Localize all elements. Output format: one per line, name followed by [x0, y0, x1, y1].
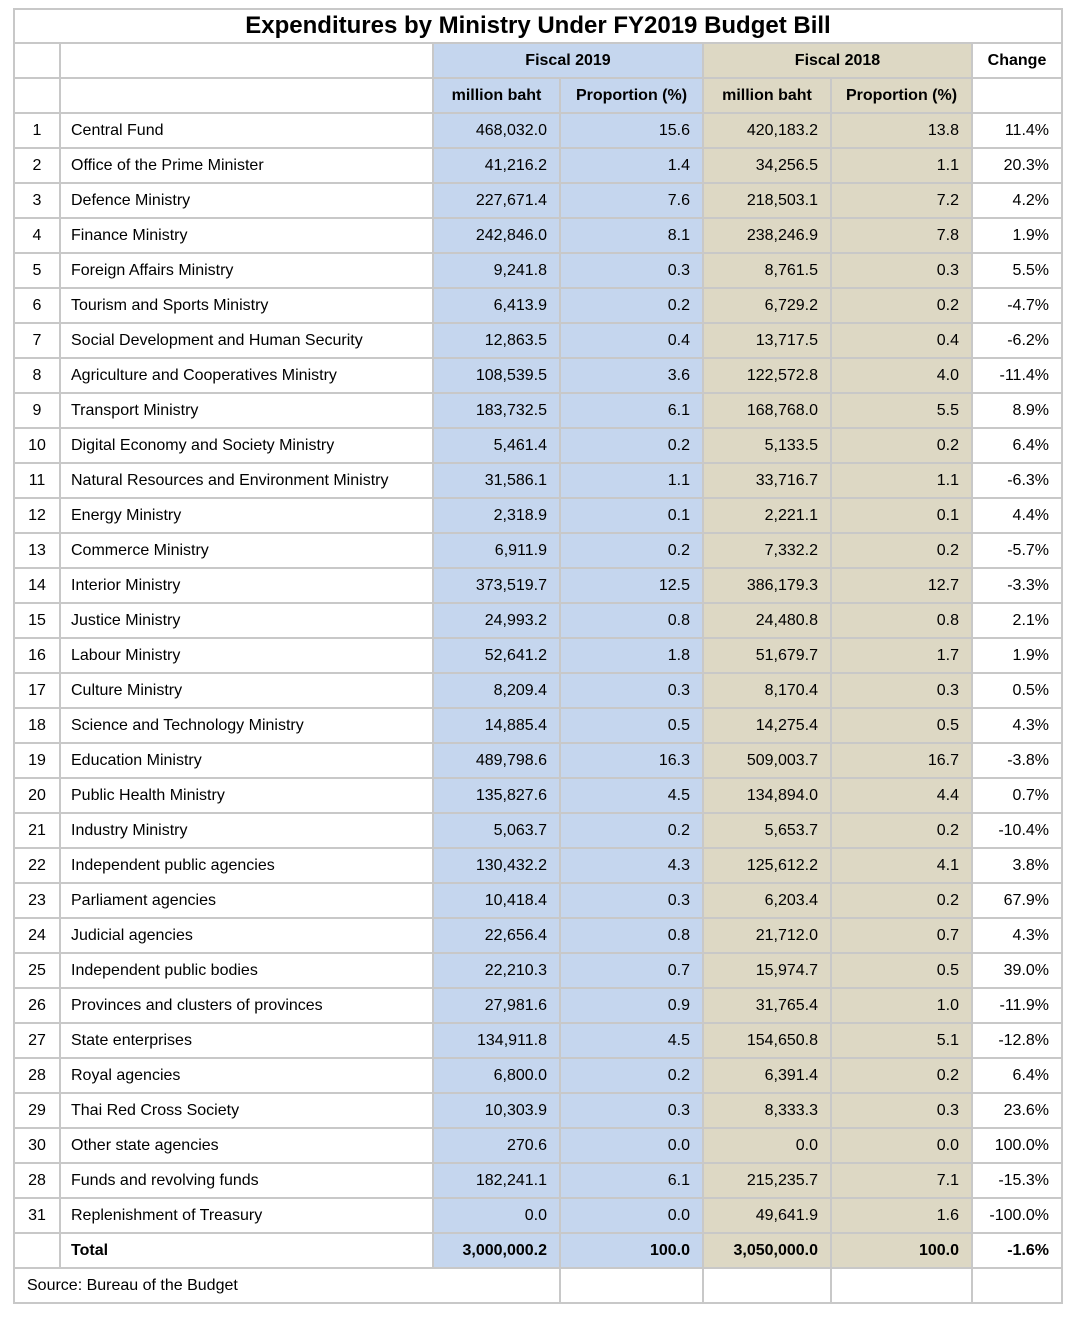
ministry-name: Other state agencies	[60, 1128, 433, 1163]
table-row	[14, 218, 1062, 253]
change-value: -5.7%	[972, 533, 1062, 568]
amount-2018: 8,170.4	[703, 673, 831, 708]
proportion-2018: 0.2	[831, 883, 972, 918]
proportion-2018: 0.1	[831, 498, 972, 533]
ministry-name: Replenishment of Treasury	[60, 1198, 433, 1233]
amount-2019: 242,846.0	[433, 218, 560, 253]
amount-2019: 52,641.2	[433, 638, 560, 673]
table-row	[14, 568, 1062, 603]
table-row	[14, 428, 1062, 463]
ministry-name: Commerce Ministry	[60, 533, 433, 568]
amount-2019: 10,303.9	[433, 1093, 560, 1128]
ministry-name: Natural Resources and Environment Ministry	[60, 463, 433, 498]
proportion-2019: 0.3	[560, 253, 703, 288]
header-row-1	[14, 43, 1062, 78]
amount-2018: 8,333.3	[703, 1093, 831, 1128]
amount-2018: 15,974.7	[703, 953, 831, 988]
source-note: Source: Bureau of the Budget	[14, 1268, 560, 1303]
proportion-2019: 7.6	[560, 183, 703, 218]
proportion-2019: 4.5	[560, 778, 703, 813]
table-row	[14, 498, 1062, 533]
row-number: 20	[14, 778, 60, 813]
amount-2018: 134,894.0	[703, 778, 831, 813]
amount-2018: 5,133.5	[703, 428, 831, 463]
proportion-2019: 0.8	[560, 603, 703, 638]
header-fiscal-2018: Fiscal 2018	[703, 43, 972, 78]
amount-2018: 8,761.5	[703, 253, 831, 288]
row-number: 4	[14, 218, 60, 253]
proportion-2018: 13.8	[831, 113, 972, 148]
proportion-2019: 0.3	[560, 883, 703, 918]
change-value: 4.3%	[972, 918, 1062, 953]
change-value: 4.3%	[972, 708, 1062, 743]
table-row	[14, 463, 1062, 498]
amount-2018: 6,203.4	[703, 883, 831, 918]
change-value: 0.5%	[972, 673, 1062, 708]
row-number: 25	[14, 953, 60, 988]
amount-2019: 489,798.6	[433, 743, 560, 778]
table-row	[14, 988, 1062, 1023]
row-number: 2	[14, 148, 60, 183]
change-value: -100.0%	[972, 1198, 1062, 1233]
ministry-name: Transport Ministry	[60, 393, 433, 428]
amount-2019: 9,241.8	[433, 253, 560, 288]
change-value: 39.0%	[972, 953, 1062, 988]
header-blank-no	[14, 43, 60, 78]
ministry-name: Public Health Ministry	[60, 778, 433, 813]
header-blank-change	[972, 78, 1062, 113]
amount-2019: 373,519.7	[433, 568, 560, 603]
row-number: 5	[14, 253, 60, 288]
ministry-name: Parliament agencies	[60, 883, 433, 918]
proportion-2019: 0.5	[560, 708, 703, 743]
header-blank-name	[60, 43, 433, 78]
amount-2018: 218,503.1	[703, 183, 831, 218]
change-value: 6.4%	[972, 1058, 1062, 1093]
proportion-2019: 1.4	[560, 148, 703, 183]
proportion-2018: 0.3	[831, 1093, 972, 1128]
total-proportion-2019: 100.0	[560, 1233, 703, 1268]
amount-2019: 31,586.1	[433, 463, 560, 498]
proportion-2019: 0.3	[560, 673, 703, 708]
proportion-2019: 8.1	[560, 218, 703, 253]
source-blank-a	[560, 1268, 703, 1303]
ministry-name: Funds and revolving funds	[60, 1163, 433, 1198]
table-row	[14, 813, 1062, 848]
proportion-2019: 0.3	[560, 1093, 703, 1128]
total-amount-2018: 3,050,000.0	[703, 1233, 831, 1268]
ministry-name: Central Fund	[60, 113, 433, 148]
header-change: Change	[972, 43, 1062, 78]
amount-2019: 10,418.4	[433, 883, 560, 918]
total-blank-no	[14, 1233, 60, 1268]
table-row	[14, 918, 1062, 953]
ministry-name: Independent public bodies	[60, 953, 433, 988]
amount-2019: 14,885.4	[433, 708, 560, 743]
change-value: 67.9%	[972, 883, 1062, 918]
amount-2019: 6,911.9	[433, 533, 560, 568]
amount-2019: 468,032.0	[433, 113, 560, 148]
proportion-2018: 16.7	[831, 743, 972, 778]
amount-2019: 41,216.2	[433, 148, 560, 183]
proportion-2018: 1.1	[831, 148, 972, 183]
proportion-2019: 6.1	[560, 393, 703, 428]
change-value: -4.7%	[972, 288, 1062, 323]
row-number: 23	[14, 883, 60, 918]
header-million-baht-2019: million baht	[433, 78, 560, 113]
proportion-2018: 7.2	[831, 183, 972, 218]
row-number: 17	[14, 673, 60, 708]
row-number: 19	[14, 743, 60, 778]
proportion-2018: 0.2	[831, 813, 972, 848]
ministry-name: Thai Red Cross Society	[60, 1093, 433, 1128]
amount-2018: 7,332.2	[703, 533, 831, 568]
table-row	[14, 1023, 1062, 1058]
proportion-2019: 0.2	[560, 428, 703, 463]
ministry-name: Foreign Affairs Ministry	[60, 253, 433, 288]
amount-2018: 509,003.7	[703, 743, 831, 778]
proportion-2019: 0.7	[560, 953, 703, 988]
amount-2018: 0.0	[703, 1128, 831, 1163]
header-row-2	[14, 78, 1062, 113]
change-value: -12.8%	[972, 1023, 1062, 1058]
amount-2018: 386,179.3	[703, 568, 831, 603]
proportion-2018: 1.0	[831, 988, 972, 1023]
table-row	[14, 253, 1062, 288]
amount-2018: 49,641.9	[703, 1198, 831, 1233]
table-row	[14, 1128, 1062, 1163]
table-row	[14, 1163, 1062, 1198]
proportion-2019: 6.1	[560, 1163, 703, 1198]
amount-2018: 168,768.0	[703, 393, 831, 428]
proportion-2019: 16.3	[560, 743, 703, 778]
row-number: 24	[14, 918, 60, 953]
row-number: 7	[14, 323, 60, 358]
proportion-2018: 1.1	[831, 463, 972, 498]
proportion-2018: 0.2	[831, 288, 972, 323]
ministry-name: Defence Ministry	[60, 183, 433, 218]
proportion-2018: 4.4	[831, 778, 972, 813]
amount-2018: 34,256.5	[703, 148, 831, 183]
row-number: 21	[14, 813, 60, 848]
table-row	[14, 183, 1062, 218]
header-proportion-2019: Proportion (%)	[560, 78, 703, 113]
ministry-name: Education Ministry	[60, 743, 433, 778]
table-row	[14, 778, 1062, 813]
ministry-name: Agriculture and Cooperatives Ministry	[60, 358, 433, 393]
amount-2018: 51,679.7	[703, 638, 831, 673]
total-row	[14, 1233, 1062, 1268]
change-value: 100.0%	[972, 1128, 1062, 1163]
table-row	[14, 1198, 1062, 1233]
table-row	[14, 708, 1062, 743]
row-number: 15	[14, 603, 60, 638]
proportion-2019: 0.9	[560, 988, 703, 1023]
amount-2019: 2,318.9	[433, 498, 560, 533]
change-value: -6.3%	[972, 463, 1062, 498]
table-row	[14, 148, 1062, 183]
ministry-name: Labour Ministry	[60, 638, 433, 673]
amount-2018: 2,221.1	[703, 498, 831, 533]
row-number: 22	[14, 848, 60, 883]
proportion-2019: 0.4	[560, 323, 703, 358]
ministry-name: Provinces and clusters of provinces	[60, 988, 433, 1023]
row-number: 1	[14, 113, 60, 148]
ministry-name: Justice Ministry	[60, 603, 433, 638]
change-value: 8.9%	[972, 393, 1062, 428]
change-value: 4.2%	[972, 183, 1062, 218]
amount-2019: 22,210.3	[433, 953, 560, 988]
row-number: 8	[14, 358, 60, 393]
amount-2018: 6,391.4	[703, 1058, 831, 1093]
proportion-2018: 0.7	[831, 918, 972, 953]
amount-2019: 130,432.2	[433, 848, 560, 883]
title-row	[14, 9, 1062, 43]
header-fiscal-2019: Fiscal 2019	[433, 43, 703, 78]
table-row	[14, 1058, 1062, 1093]
proportion-2018: 1.6	[831, 1198, 972, 1233]
amount-2018: 154,650.8	[703, 1023, 831, 1058]
proportion-2019: 0.2	[560, 288, 703, 323]
amount-2018: 122,572.8	[703, 358, 831, 393]
table-row	[14, 1093, 1062, 1128]
change-value: 20.3%	[972, 148, 1062, 183]
table-row	[14, 883, 1062, 918]
amount-2019: 183,732.5	[433, 393, 560, 428]
amount-2018: 125,612.2	[703, 848, 831, 883]
row-number: 10	[14, 428, 60, 463]
proportion-2019: 0.8	[560, 918, 703, 953]
row-number: 30	[14, 1128, 60, 1163]
ministry-name: Office of the Prime Minister	[60, 148, 433, 183]
amount-2018: 13,717.5	[703, 323, 831, 358]
proportion-2018: 0.8	[831, 603, 972, 638]
row-number: 9	[14, 393, 60, 428]
change-value: 11.4%	[972, 113, 1062, 148]
amount-2018: 6,729.2	[703, 288, 831, 323]
row-number: 16	[14, 638, 60, 673]
table-row	[14, 603, 1062, 638]
change-value: 3.8%	[972, 848, 1062, 883]
proportion-2018: 0.3	[831, 253, 972, 288]
amount-2018: 33,716.7	[703, 463, 831, 498]
ministry-name: Industry Ministry	[60, 813, 433, 848]
proportion-2018: 1.7	[831, 638, 972, 673]
ministry-name: State enterprises	[60, 1023, 433, 1058]
table-row	[14, 953, 1062, 988]
amount-2018: 238,246.9	[703, 218, 831, 253]
amount-2019: 227,671.4	[433, 183, 560, 218]
ministry-name: Culture Ministry	[60, 673, 433, 708]
change-value: 1.9%	[972, 638, 1062, 673]
change-value: 1.9%	[972, 218, 1062, 253]
amount-2018: 31,765.4	[703, 988, 831, 1023]
amount-2019: 0.0	[433, 1198, 560, 1233]
amount-2019: 108,539.5	[433, 358, 560, 393]
proportion-2019: 0.0	[560, 1128, 703, 1163]
change-value: -15.3%	[972, 1163, 1062, 1198]
amount-2019: 182,241.1	[433, 1163, 560, 1198]
change-value: -11.9%	[972, 988, 1062, 1023]
source-blank-c	[831, 1268, 972, 1303]
source-blank-b	[703, 1268, 831, 1303]
change-value: -11.4%	[972, 358, 1062, 393]
proportion-2018: 4.1	[831, 848, 972, 883]
proportion-2019: 1.8	[560, 638, 703, 673]
table-row	[14, 848, 1062, 883]
row-number: 31	[14, 1198, 60, 1233]
row-number: 29	[14, 1093, 60, 1128]
ministry-name: Digital Economy and Society Ministry	[60, 428, 433, 463]
total-change: -1.6%	[972, 1233, 1062, 1268]
proportion-2018: 0.3	[831, 673, 972, 708]
table-row	[14, 393, 1062, 428]
change-value: 23.6%	[972, 1093, 1062, 1128]
proportion-2019: 0.2	[560, 1058, 703, 1093]
table-row	[14, 358, 1062, 393]
amount-2019: 24,993.2	[433, 603, 560, 638]
amount-2019: 5,063.7	[433, 813, 560, 848]
row-number: 27	[14, 1023, 60, 1058]
header-blank-name-2	[60, 78, 433, 113]
proportion-2019: 3.6	[560, 358, 703, 393]
row-number: 11	[14, 463, 60, 498]
proportion-2019: 4.3	[560, 848, 703, 883]
source-blank-d	[972, 1268, 1062, 1303]
table-title: Expenditures by Ministry Under FY2019 Budget Bill	[14, 9, 1062, 43]
header-proportion-2018: Proportion (%)	[831, 78, 972, 113]
proportion-2018: 0.4	[831, 323, 972, 358]
amount-2018: 24,480.8	[703, 603, 831, 638]
table-row	[14, 638, 1062, 673]
budget-sheet	[13, 8, 1061, 1330]
amount-2019: 5,461.4	[433, 428, 560, 463]
amount-2019: 6,413.9	[433, 288, 560, 323]
amount-2018: 215,235.7	[703, 1163, 831, 1198]
header-million-baht-2018: million baht	[703, 78, 831, 113]
total-label: Total	[60, 1233, 433, 1268]
proportion-2018: 0.0	[831, 1128, 972, 1163]
proportion-2018: 0.2	[831, 533, 972, 568]
proportion-2018: 0.5	[831, 953, 972, 988]
table-row	[14, 743, 1062, 778]
proportion-2018: 5.1	[831, 1023, 972, 1058]
table-row	[14, 533, 1062, 568]
amount-2019: 22,656.4	[433, 918, 560, 953]
amount-2019: 12,863.5	[433, 323, 560, 358]
row-number: 13	[14, 533, 60, 568]
table-row	[14, 113, 1062, 148]
amount-2019: 135,827.6	[433, 778, 560, 813]
proportion-2018: 7.8	[831, 218, 972, 253]
ministry-name: Royal agencies	[60, 1058, 433, 1093]
change-value: -6.2%	[972, 323, 1062, 358]
row-number: 28	[14, 1058, 60, 1093]
change-value: 2.1%	[972, 603, 1062, 638]
ministry-name: Finance Ministry	[60, 218, 433, 253]
header-blank-no-2	[14, 78, 60, 113]
amount-2018: 420,183.2	[703, 113, 831, 148]
proportion-2018: 12.7	[831, 568, 972, 603]
expenditures-table	[13, 8, 1063, 1304]
ministry-name: Judicial agencies	[60, 918, 433, 953]
proportion-2019: 15.6	[560, 113, 703, 148]
proportion-2018: 0.2	[831, 428, 972, 463]
change-value: -10.4%	[972, 813, 1062, 848]
ministry-name: Independent public agencies	[60, 848, 433, 883]
row-number: 14	[14, 568, 60, 603]
proportion-2018: 0.2	[831, 1058, 972, 1093]
change-value: 0.7%	[972, 778, 1062, 813]
source-row	[14, 1268, 1062, 1303]
proportion-2019: 4.5	[560, 1023, 703, 1058]
change-value: 6.4%	[972, 428, 1062, 463]
change-value: 4.4%	[972, 498, 1062, 533]
change-value: -3.3%	[972, 568, 1062, 603]
ministry-name: Interior Ministry	[60, 568, 433, 603]
row-number: 28	[14, 1163, 60, 1198]
proportion-2019: 0.0	[560, 1198, 703, 1233]
total-amount-2019: 3,000,000.2	[433, 1233, 560, 1268]
proportion-2019: 0.1	[560, 498, 703, 533]
row-number: 3	[14, 183, 60, 218]
ministry-name: Social Development and Human Security	[60, 323, 433, 358]
table-row	[14, 288, 1062, 323]
proportion-2018: 4.0	[831, 358, 972, 393]
amount-2018: 14,275.4	[703, 708, 831, 743]
table-row	[14, 673, 1062, 708]
proportion-2019: 12.5	[560, 568, 703, 603]
proportion-2018: 0.5	[831, 708, 972, 743]
ministry-name: Science and Technology Ministry	[60, 708, 433, 743]
proportion-2018: 7.1	[831, 1163, 972, 1198]
ministry-name: Energy Ministry	[60, 498, 433, 533]
amount-2019: 6,800.0	[433, 1058, 560, 1093]
amount-2019: 8,209.4	[433, 673, 560, 708]
amount-2019: 270.6	[433, 1128, 560, 1163]
proportion-2019: 0.2	[560, 813, 703, 848]
table-row	[14, 323, 1062, 358]
change-value: 5.5%	[972, 253, 1062, 288]
proportion-2019: 0.2	[560, 533, 703, 568]
amount-2019: 27,981.6	[433, 988, 560, 1023]
ministry-name: Tourism and Sports Ministry	[60, 288, 433, 323]
total-proportion-2018: 100.0	[831, 1233, 972, 1268]
row-number: 6	[14, 288, 60, 323]
amount-2019: 134,911.8	[433, 1023, 560, 1058]
amount-2018: 5,653.7	[703, 813, 831, 848]
change-value: -3.8%	[972, 743, 1062, 778]
row-number: 18	[14, 708, 60, 743]
amount-2018: 21,712.0	[703, 918, 831, 953]
row-number: 26	[14, 988, 60, 1023]
proportion-2019: 1.1	[560, 463, 703, 498]
proportion-2018: 5.5	[831, 393, 972, 428]
row-number: 12	[14, 498, 60, 533]
